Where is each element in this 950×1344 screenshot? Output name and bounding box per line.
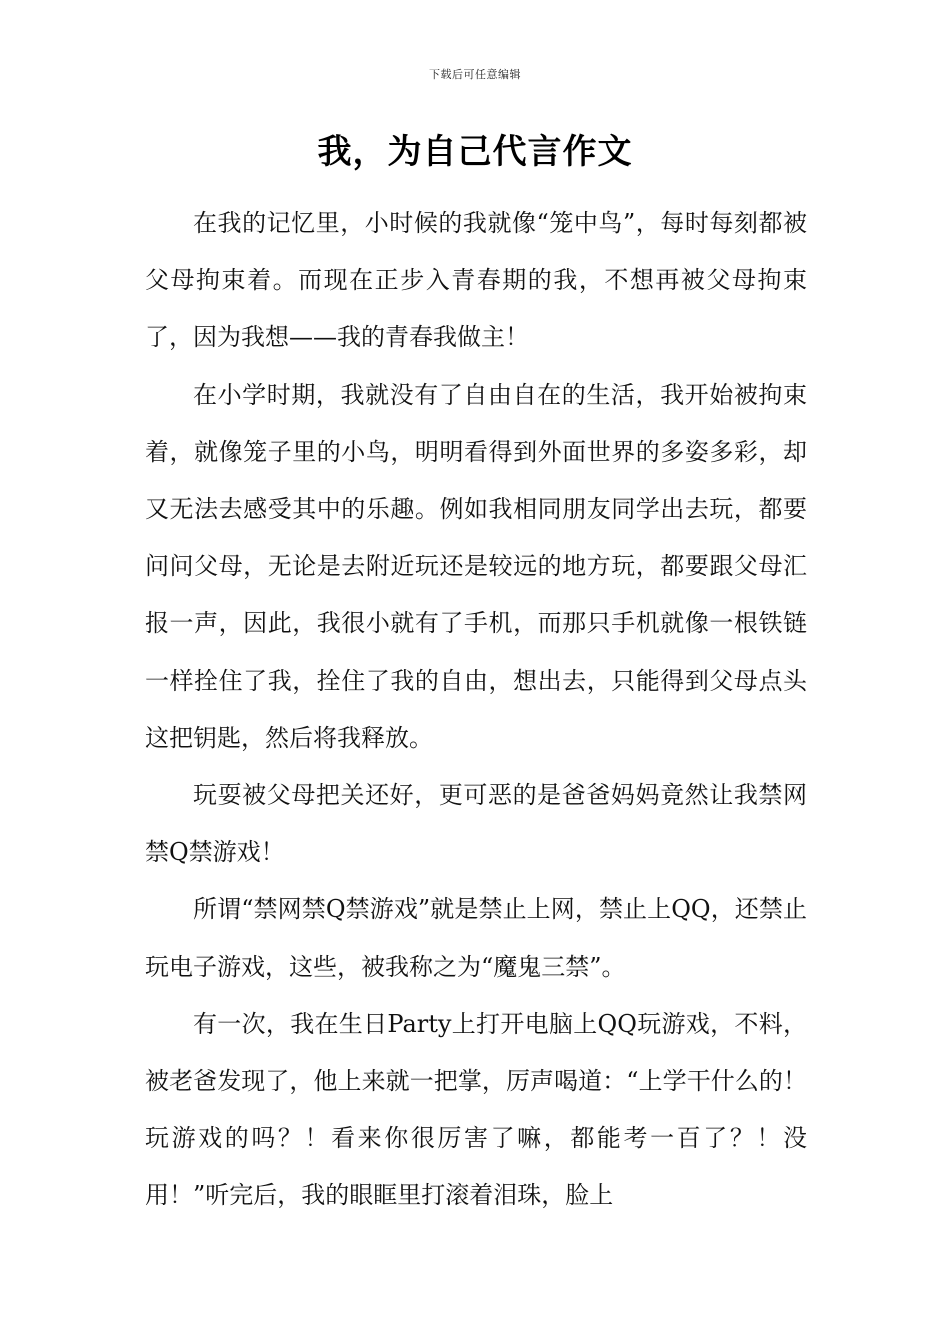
paragraph: 所谓“禁网禁Q禁游戏”就是禁止上网，禁止上QQ，还禁止玩电子游戏，这些，被我称之为“魔鬼三禁”。 — [145, 895, 807, 981]
document-body — [145, 195, 807, 1225]
paragraph: 有一次，我在生日Party上打开电脑上QQ玩游戏，不料，被老爸发现了，他上来就一把掌，厉声喝道：“上学干什么的！玩游戏的吗？！看来你很厉害了嘛，都能考一百了？！没用！”听完后，我的眼眶里打滚着泪珠，脸上 — [145, 1009, 807, 1210]
document-title: 我，为自己代言作文 — [317, 132, 633, 172]
page-header: 下载后可任意编辑 — [429, 68, 521, 81]
paragraph: 在我的记忆里，小时候的我就像“笼中鸟”，每时每刻都被父母拘束着。而现在正步入青春期的我，不想再被父母拘束了，因为我想——我的青春我做主！ — [145, 209, 807, 352]
paragraph: 在小学时期，我就没有了自由自在的生活，我开始被拘束着，就像笼子里的小鸟，明明看得到外面世界的多姿多彩，却又无法去感受其中的乐趣。例如我相同朋友同学出去玩，都要问问父母，无论是去附近玩还是较远的地方玩，都要跟父母汇报一声，因此，我很小就有了手机，而那只手机就像一根铁链一样拴住了我，拴住了我的自由，想出去，只能得到父母点头这把钥匙，然后将我释放。 — [145, 380, 807, 752]
paragraph: 玩耍被父母把关还好，更可恶的是爸爸妈妈竟然让我禁网禁Q禁游戏！ — [145, 781, 807, 867]
